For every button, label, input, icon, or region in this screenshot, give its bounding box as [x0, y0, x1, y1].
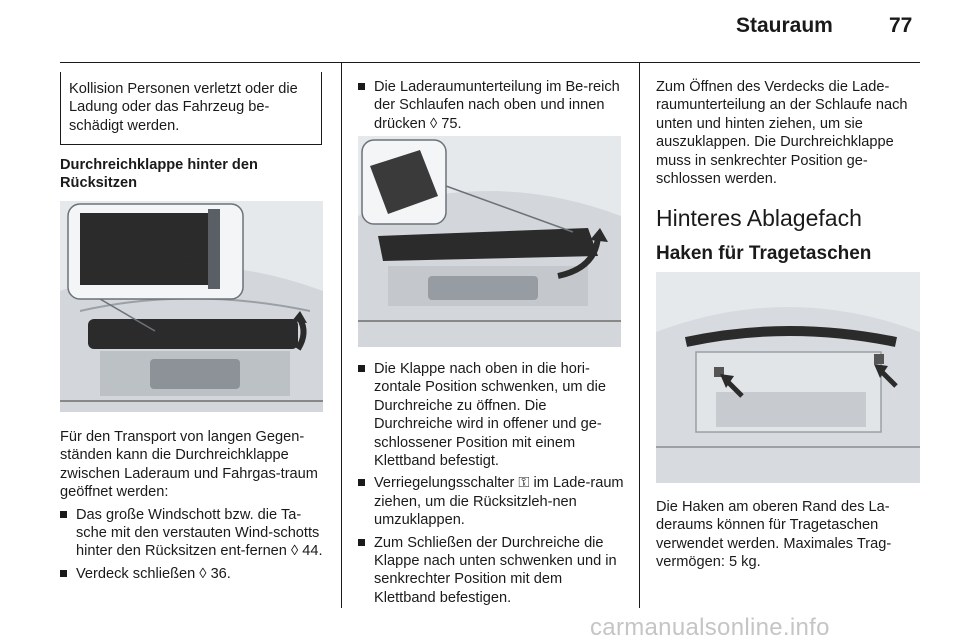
- list-item: [358, 474, 624, 529]
- trunk-illustration-2: [358, 136, 621, 347]
- bullet-square-icon: [358, 365, 365, 372]
- bullet-square-icon: [60, 570, 67, 577]
- list-item-text: Verdeck schließen ◊ 36.: [76, 565, 231, 582]
- list-item: [358, 534, 624, 608]
- section-subtitle-haken: Haken für Tragetaschen: [656, 243, 872, 264]
- bullet-square-icon: [358, 479, 365, 486]
- intro-paragraph: Für den Transport von langen Gegen-ständen kann die Durchreichklappe zwischen Laderaum und Fahrgas-traum geöffnet werden:: [60, 429, 318, 501]
- footer-watermark: carmanualsonline.info: [590, 614, 830, 641]
- header-rule: [60, 62, 920, 63]
- list-item-text: Zum Schließen der Durchreiche die Klappe nach unten schwenken und in senkrechter Position mit dem Klettband befestigen.: [374, 534, 617, 606]
- column-3-bottom: [656, 498, 922, 572]
- column-divider-2: [639, 62, 640, 608]
- section-heading-durchreichklappe: Durchreichklappe hinter den Rücksitzen: [60, 157, 258, 192]
- col1-bullet-list: [60, 506, 326, 584]
- warning-text: Kollision Personen verletzt oder die Ladung oder das Fahrzeug be-schädigt werden.: [69, 81, 298, 134]
- bullet-square-icon: [60, 511, 67, 518]
- list-item-text: Das große Windschott bzw. die Ta-sche mit den verstauten Wind-schotts hinter den Rücksitzen ent-fernen ◊ 44.: [76, 506, 323, 560]
- column-divider-1: [341, 62, 342, 608]
- list-item-text: Verriegelungsschalter ⚿ im Lade-raum ziehen, um die Rücksitzleh-nen umzuklappen.: [374, 475, 624, 529]
- column-2-top: [358, 78, 624, 137]
- list-item: [60, 565, 326, 583]
- haken-paragraph: Die Haken am oberen Rand des La-deraums können für Tragetaschen verwendet werden. Maximales Trag-vermögen: 5 kg.: [656, 499, 892, 571]
- list-item: [358, 78, 624, 133]
- warning-box: [60, 72, 322, 145]
- list-item-text: Die Klappe nach oben in die hori-zontale Position schwenken, um die Durchreiche zu öffnen. Die Durchreiche wird in offener und ge-schlossener Position mit einem Klettband befestigt.: [374, 361, 607, 470]
- column-1-body: [60, 428, 326, 587]
- section-title-ablagefach: Hinteres Ablagefach: [656, 205, 862, 231]
- bullet-square-icon: [358, 539, 365, 546]
- bullet-square-icon: [358, 83, 365, 90]
- trunk-illustration-3: [656, 272, 920, 483]
- list-item: [358, 360, 624, 470]
- list-item: [60, 506, 326, 561]
- column-3-top: [656, 78, 922, 188]
- page-number: 77: [889, 14, 913, 37]
- trunk-illustration-1: [60, 201, 323, 412]
- figure-durchreichklappe: [60, 201, 323, 412]
- figure-haken: [656, 272, 920, 483]
- list-item-text: Die Laderaumunterteilung im Be-reich der Schlaufen nach oben und innen drücken ◊ 75.: [374, 79, 620, 132]
- column-2-bottom: [358, 360, 624, 611]
- verdeck-paragraph: Zum Öffnen des Verdecks die Lade-raumunterteilung an der Schlaufe nach unten und hinten ziehen, um sie auszuklappen. Die Durchreichklappe muss in senkrechter Position ge-schlossen werden.: [656, 79, 908, 188]
- page-title: Stauraum: [736, 14, 833, 37]
- figure-laderaumunterteilung: [358, 136, 621, 347]
